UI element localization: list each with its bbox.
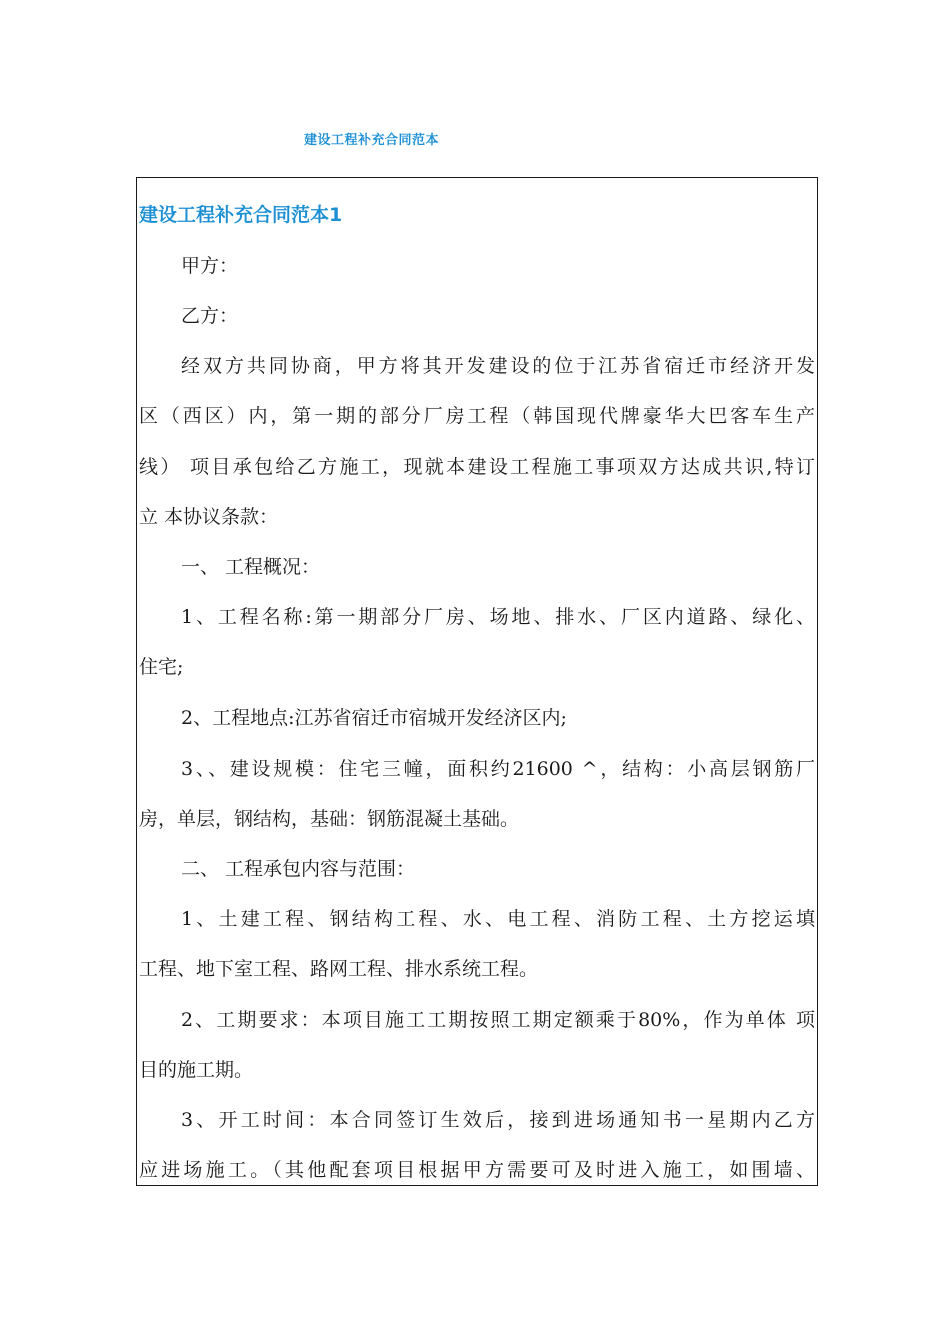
paragraph-line: 住宅; bbox=[139, 656, 184, 678]
heading-line: 二、 工程承包内容与范围： bbox=[181, 858, 416, 880]
paragraph-line: 3、、建设规模：住宅三幢，面积约21600 ^，结构：小高层钢筋厂 bbox=[181, 758, 815, 780]
party-b-line: 乙方： bbox=[181, 305, 239, 327]
paragraph-line: 立 本协议条款： bbox=[139, 506, 279, 528]
contract-frame bbox=[136, 177, 818, 1186]
paragraph-line: 目的施工期。 bbox=[139, 1059, 254, 1081]
paragraph-line: 工程、地下室工程、路网工程、排水系统工程。 bbox=[139, 958, 539, 980]
section-title: 建设工程补充合同范本1 bbox=[139, 204, 343, 226]
paragraph-line: 1、土建工程、钢结构工程、水、电工程、消防工程、土方挖运填 bbox=[181, 908, 815, 930]
paragraph-line: 1、工程名称:第一期部分厂房、场地、排水、厂区内道路、绿化、 bbox=[181, 606, 815, 628]
paragraph-line: 2、工程地点:江苏省宿迁市宿城开发经济区内; bbox=[181, 707, 567, 729]
paragraph-line: 2、工期要求：本项目施工工期按照工期定额乘于80%，作为单体 项 bbox=[181, 1009, 815, 1031]
paragraph-line: 区（西区）内，第一期的部分厂房工程（韩国现代牌豪华大巴客车生产 bbox=[139, 405, 815, 427]
paragraph-line: 3、开工时间：本合同签订生效后，接到进场通知书一星期内乙方 bbox=[181, 1109, 815, 1131]
paragraph-line: 线） 项目承包给乙方施工，现就本建设工程施工事项双方达成共识,特订 bbox=[139, 456, 815, 478]
paragraph-line: 经双方共同协商，甲方将其开发建设的位于江苏省宿迁市经济开发 bbox=[181, 355, 815, 377]
heading-line: 一、 工程概况： bbox=[181, 556, 321, 578]
paragraph-line: 应进场施工。（其他配套项目根据甲方需要可及时进入施工，如围墙、 bbox=[139, 1159, 815, 1181]
paragraph-line: 房，单层，钢结构，基础：钢筋混凝土基础。 bbox=[139, 808, 520, 830]
party-a-line: 甲方： bbox=[181, 255, 239, 277]
document-header-title: 建设工程补充合同范本 bbox=[304, 133, 440, 148]
